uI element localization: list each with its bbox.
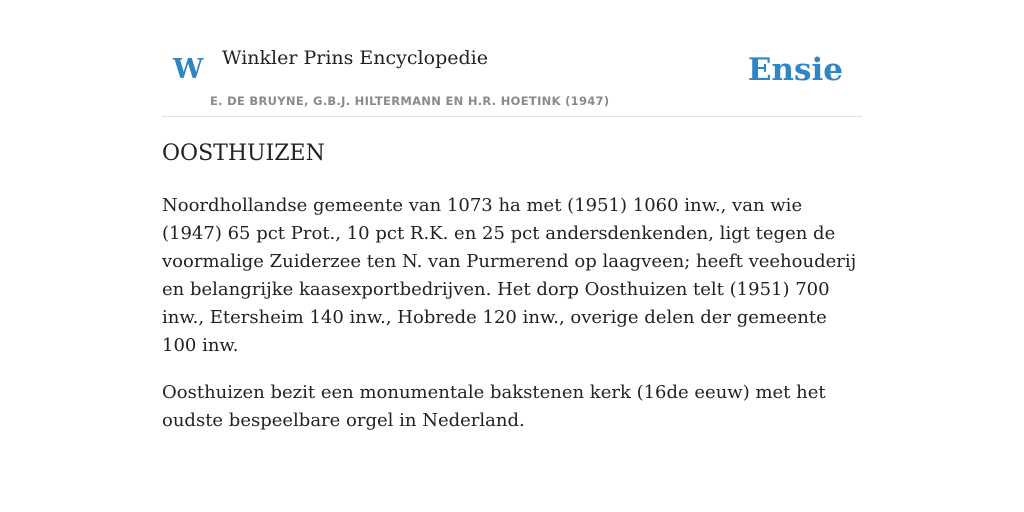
- entry-body: [162, 192, 862, 454]
- book-title-link[interactable]: Winkler Prins Encyclopedie: [222, 47, 488, 69]
- entry-paragraph: Oosthuizen bezit een monumentale bakstenen kerk (16de eeuw) met het oudste bespeelbare orgel in Nederland.: [162, 382, 826, 431]
- ensie-brand-logo[interactable]: Ensie: [747, 52, 843, 88]
- encyclopedia-logo-icon[interactable]: W: [173, 54, 204, 85]
- book-authors: E. DE BRUYNE, G.B.J. HILTERMANN EN H.R. HOETINK (1947): [210, 94, 610, 108]
- entry-paragraph: Noordhollandse gemeente van 1073 ha met (1951) 1060 inw., van wie (1947) 65 pct Prot., 10 pct R.K. en 25 pct andersdenkenden, ligt tegen de voormalige Zuiderzee ten N. van Purmerend op laagveen; heeft veehouderij en belangrijke kaasexportbedrijven. Het dorp Oosthuizen telt (1951) 700 inw., Etersheim 140 inw., Hobrede 120 inw., overige delen der gemeente 100 inw.: [162, 195, 857, 356]
- header: [162, 0, 862, 117]
- entry-title: OOSTHUIZEN: [162, 141, 325, 166]
